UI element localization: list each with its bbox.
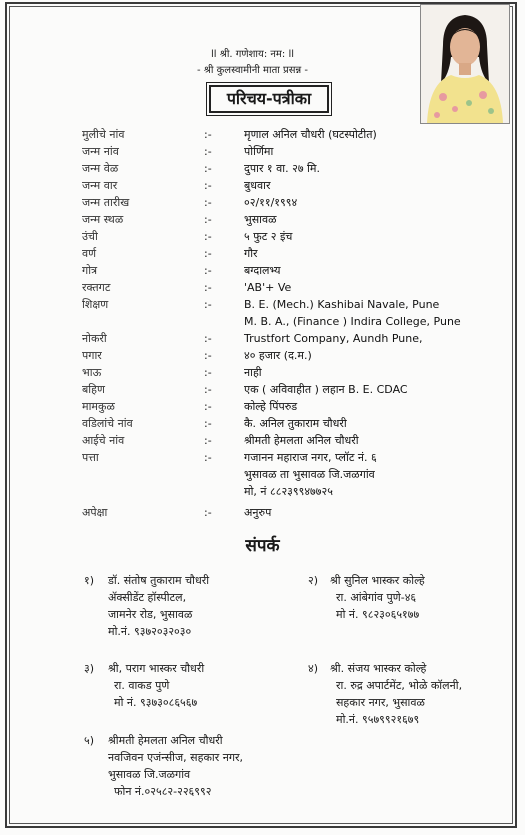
detail-value: M. B. A., (Finance ) Indira College, Pune [244, 315, 461, 328]
detail-value: गौर [244, 247, 258, 260]
detail-value: ४० हजार (द.म.) [244, 349, 312, 362]
detail-label: अपेक्षा [82, 506, 108, 519]
detail-label: जन्म स्थळ [82, 213, 124, 226]
contact-line: ॲक्सीडेंट हॉस्पीटल, [108, 591, 187, 604]
detail-label: जन्म वार [82, 179, 118, 192]
contact-line: मो नं. ९३७३०८६५६७ [114, 696, 198, 709]
profile-photo-image [421, 5, 509, 123]
detail-label: उंची [82, 230, 98, 243]
detail-value: ५ फुट २ इंच [244, 230, 293, 243]
detail-label: भाऊ [82, 366, 102, 379]
detail-separator: :- [204, 349, 212, 362]
detail-separator: :- [204, 196, 212, 209]
detail-label: बहिण [82, 383, 105, 396]
detail-value: भुसावळ [244, 213, 277, 226]
contact-line: डॉ. संतोष तुकाराम चौधरी [108, 574, 210, 587]
detail-value: पोर्णिमा [244, 145, 274, 158]
contact-line: श्री सुनिल भास्कर कोल्हे [330, 574, 425, 587]
detail-value: नाही [244, 366, 262, 379]
detail-value: मृणाल अनिल चौधरी (घटस्पोटीत) [244, 128, 377, 141]
contact-line: रा. वाकड पुणे [114, 679, 170, 692]
blessing-line-2: - श्री कुलस्वामीनी माता प्रसन्न - [196, 65, 308, 76]
detail-label: जन्म नांव [82, 145, 119, 158]
detail-separator: :- [204, 298, 212, 311]
detail-value: भुसावळ ता भुसावळ जि.जळगांव [244, 468, 375, 481]
detail-label: मामकुळ [82, 400, 115, 413]
detail-label: जन्म वेळ [82, 162, 119, 175]
contact-number: ४) [308, 662, 319, 675]
detail-value: B. E. (Mech.) Kashibai Navale, Pune [244, 298, 440, 311]
detail-value: बग्दालभ्य [244, 264, 281, 277]
detail-separator: :- [204, 145, 212, 158]
detail-value: ०२/११/१९९४ [244, 196, 298, 209]
detail-separator: :- [204, 247, 212, 260]
contacts-heading: संपर्क [245, 536, 280, 556]
detail-label: शिक्षण [82, 298, 109, 311]
contact-line: श्री, पराग भास्कर चौधरी [108, 662, 205, 675]
detail-separator: :- [204, 417, 212, 430]
detail-value: मो, नं ८८२३९९४७७२५ [244, 485, 333, 498]
detail-separator: :- [204, 506, 212, 519]
detail-label: वर्ण [82, 247, 97, 260]
detail-separator: :- [204, 179, 212, 192]
detail-separator: :- [204, 213, 212, 226]
contact-line: मो नं. ९८२३०६५१७७ [336, 608, 420, 621]
detail-label: रक्तगट [82, 281, 111, 294]
detail-label: वडिलांचे नांव [82, 417, 133, 430]
contact-number: ५) [84, 734, 95, 747]
detail-separator: :- [204, 264, 212, 277]
detail-value: कोल्हे पिंपरुड [244, 400, 298, 413]
contact-line: भुसावळ जि.जळगांव [108, 768, 191, 781]
page-title: परिचय-पत्रीका [209, 85, 329, 113]
contact-line: फोन नं.०२५८२-२२६९९२ [114, 785, 212, 798]
detail-value: गजानन महाराज नगर, प्लॉट नं. ६ [244, 451, 377, 464]
contact-line: नवजिवन एजंन्सीज, सहकार नगर, [108, 751, 244, 764]
detail-label: जन्म तारीख [82, 196, 130, 209]
detail-label: पगार [82, 349, 102, 362]
detail-value: अनुरुप [244, 506, 272, 519]
detail-label: आईचे नांव [82, 434, 125, 447]
detail-value: कै. अनिल तुकाराम चौधरी [244, 417, 347, 430]
contact-line: सहकार नगर, भुसावळ [336, 696, 425, 709]
contact-line: मो.नं. ९३७२०३२०३० [108, 625, 192, 638]
contact-line: रा. आंबेगांव पुणे-४६ [336, 591, 417, 604]
detail-value: Trustfort Company, Aundh Pune, [244, 332, 423, 345]
detail-value: दुपार १ वा. २७ मि. [244, 162, 320, 175]
contact-number: ३) [84, 662, 95, 675]
profile-photo [420, 4, 510, 124]
contact-line: जामनेर रोड, भुसावळ [108, 608, 193, 621]
contact-number: १) [84, 574, 95, 587]
detail-label: नोकरी [82, 332, 107, 345]
detail-separator: :- [204, 128, 212, 141]
detail-separator: :- [204, 162, 212, 175]
detail-value: 'AB'+ Ve [244, 281, 292, 294]
contact-line: रा. रुद्र अपार्टमेंट, भोळे कॉलनी, [336, 679, 463, 692]
detail-label: मुलीचे नांव [82, 128, 125, 141]
detail-separator: :- [204, 332, 212, 345]
contact-number: २) [308, 574, 319, 587]
detail-separator: :- [204, 281, 212, 294]
detail-separator: :- [204, 451, 212, 464]
detail-label: गोत्र [82, 264, 98, 277]
detail-separator: :- [204, 383, 212, 396]
blessing-line-1: ll श्री. गणेशाय: नम: ll [211, 49, 294, 60]
detail-separator: :- [204, 366, 212, 379]
contact-line: श्री. संजय भास्कर कोल्हे [330, 662, 427, 675]
detail-separator: :- [204, 230, 212, 243]
detail-label: पत्ता [82, 451, 99, 464]
detail-value: श्रीमती हेमलता अनिल चौधरी [244, 434, 359, 447]
detail-value: बुधवार [244, 179, 271, 192]
contact-line: श्रीमती हेमलता अनिल चौधरी [108, 734, 223, 747]
contact-line: मो.नं. ९५७९९२१६७९ [336, 713, 420, 726]
detail-separator: :- [204, 434, 212, 447]
detail-separator: :- [204, 400, 212, 413]
detail-value: एक ( अविवाहीत ) लहान B. E. CDAC [244, 383, 408, 396]
